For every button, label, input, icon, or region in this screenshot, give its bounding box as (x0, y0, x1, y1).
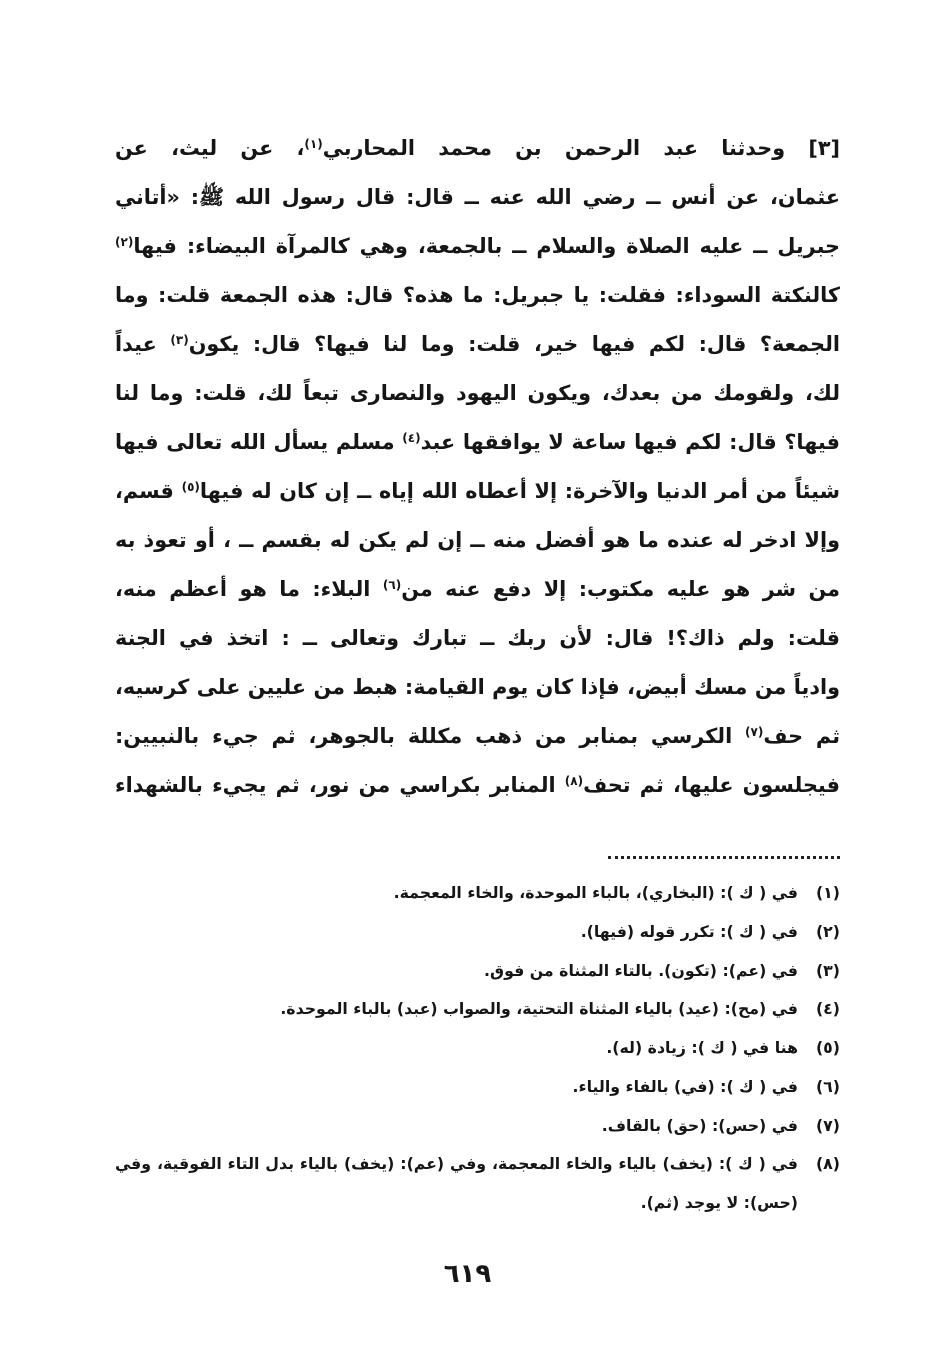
body-text-run: مسلم يسأل الله تعالى فيها (115, 430, 403, 454)
body-text-run: البلاء: ما هو أعظم منه، (115, 577, 383, 601)
footnote-number: (٢) (815, 921, 840, 941)
footnote-number: (٥) (815, 1038, 840, 1057)
body-line (115, 271, 840, 320)
footnote-number: (١) (815, 883, 840, 902)
body-line (115, 712, 840, 761)
footnote (115, 1029, 840, 1068)
body-text-run: المنابر بكراسي من نور، ثم يجيء بالشهداء (115, 773, 565, 797)
footnote-text (115, 874, 798, 913)
footnote-number: (٧) (815, 1115, 840, 1135)
body-text-run: كالنكتة السوداء: فقلت: يا جبريل: ما هذه؟ قال: هذه الجمعة قلت: وما (115, 283, 840, 307)
body-line (115, 222, 840, 271)
body-line (115, 614, 840, 663)
body-text-run: عثمان، عن أنس ــ رضي الله عنه ــ قال: قال رسول الله ﷺ: «أتاني (115, 185, 840, 209)
body-text-run: قلت: ولم ذاك؟! قال: لأن ربك ــ تبارك وتعالى ــ : اتخذ في الجنة (115, 626, 840, 650)
body-line (115, 565, 840, 614)
footnote-line: هنا في ( ك ): زيادة (له). (606, 1038, 798, 1057)
footnote-line: في (حس): (حق) بالقاف. (601, 1115, 798, 1135)
footnote-number: (٨) (815, 1154, 840, 1174)
footnote (115, 874, 840, 913)
footnote-line: في ( ك ): (في) بالفاء والياء. (572, 1076, 798, 1096)
body-text-run: ثم حف (763, 724, 840, 748)
footnote-marker: (٣) (170, 332, 189, 347)
body-text-run: الكرسي بمنابر من ذهب مكللة بالجوهر، ثم جيء بالنبيين: (115, 724, 746, 748)
body-text-run: شيئاً من أمر الدنيا والآخرة: إلا أعطاه الله إياه ــ إن كان له فيها (199, 479, 840, 503)
footnote-line: في ( ك ): تكرر قوله (فيها). (580, 921, 798, 941)
footnote-marker: (٧) (745, 724, 764, 739)
footnote-line: في ( ك ): (يخف) بالياء والخاء المعجمة، وفي (عم): (يخف) بالياء بدل التاء الفوقية، وفي (115, 1154, 798, 1174)
footnote-text (115, 1068, 798, 1107)
body-text-run: من شر هو عليه مكتوب: إلا دفع عنه من (401, 577, 840, 601)
footnote-marker: (٦) (382, 577, 402, 592)
body-text-run: فيجلسون عليها، ثم تحف (583, 773, 840, 797)
body-line (115, 369, 840, 418)
footnote (115, 1145, 840, 1223)
body-text-run: عيداً (115, 332, 171, 356)
body-text-run: قسم، (115, 479, 182, 503)
page-number: ٦١٩ (443, 1259, 492, 1289)
footnote-number: (٣) (815, 960, 840, 980)
footnote-marker: (٤) (402, 430, 421, 445)
body-line (115, 173, 840, 222)
body-line (115, 124, 840, 173)
body-line (115, 418, 840, 467)
footnote-text (115, 1145, 798, 1223)
footnote-text (115, 990, 798, 1029)
footnote (115, 1107, 840, 1146)
footnote (115, 1068, 840, 1107)
footnote-separator (608, 856, 840, 859)
footnote-text (115, 1107, 798, 1146)
body-text-run: جبريل ــ عليه الصلاة والسلام ــ بالجمعة، وهي كالمرآة البيضاء: فيها (133, 234, 840, 258)
footnote-line: في ( ك ): (البخاري)، بالباء الموحدة، والخاء المعجمة. (393, 883, 798, 902)
footnotes-block (115, 874, 840, 1223)
body-line (115, 467, 840, 516)
body-text-run: وإلا ادخر له عنده ما هو أفضل منه ــ إن لم يكن له بقسم ــ ، أو تعوذ به (115, 528, 840, 552)
body-line (115, 761, 840, 810)
footnote (115, 952, 840, 991)
body-line (115, 516, 840, 565)
footnote-line: في (عم): (تكون). بالتاء المثناة من فوق. (484, 960, 798, 980)
body-text-run: الجمعة؟ قال: لكم فيها خير، قلت: وما لنا فيها؟ قال: يكون (188, 332, 841, 356)
body-line (115, 663, 840, 712)
footnote-text (115, 952, 798, 991)
body-text-run: لك، ولقومك من بعدك، ويكون اليهود والنصارى تبعاً لك، قلت: وما لنا (115, 381, 840, 405)
footnote-marker: (٢) (115, 234, 134, 249)
footnote-marker: (١) (304, 136, 323, 151)
body-text-run: وادياً من مسك أبيض، فإذا كان يوم القيامة: هبط من عليين على كرسيه، (115, 675, 840, 699)
footnote (115, 990, 840, 1029)
footnote-line: في (مح): (عيد) بالياء المثناة التحتية، والصواب (عبد) بالباء الموحدة. (280, 999, 798, 1019)
body-text-run: ، عن ليث، عن (115, 136, 305, 160)
main-text-block (115, 124, 840, 810)
footnote-text (115, 1029, 798, 1068)
footnote-number: (٤) (815, 999, 840, 1019)
footnote-line: (حس): لا يوجد (ثم). (640, 1193, 798, 1212)
footnote (115, 913, 840, 952)
body-text-run: فيها؟ قال: لكم فيها ساعة لا يوافقها عبد (420, 430, 840, 454)
footnote-number: (٦) (815, 1076, 840, 1096)
footnote-marker: (٥) (181, 479, 200, 494)
body-line (115, 320, 840, 369)
body-text-run: [٣] وحدثنا عبد الرحمن بن محمد المحاربي (322, 136, 841, 160)
footnote-text (115, 913, 798, 952)
footnote-marker: (٨) (564, 773, 584, 788)
